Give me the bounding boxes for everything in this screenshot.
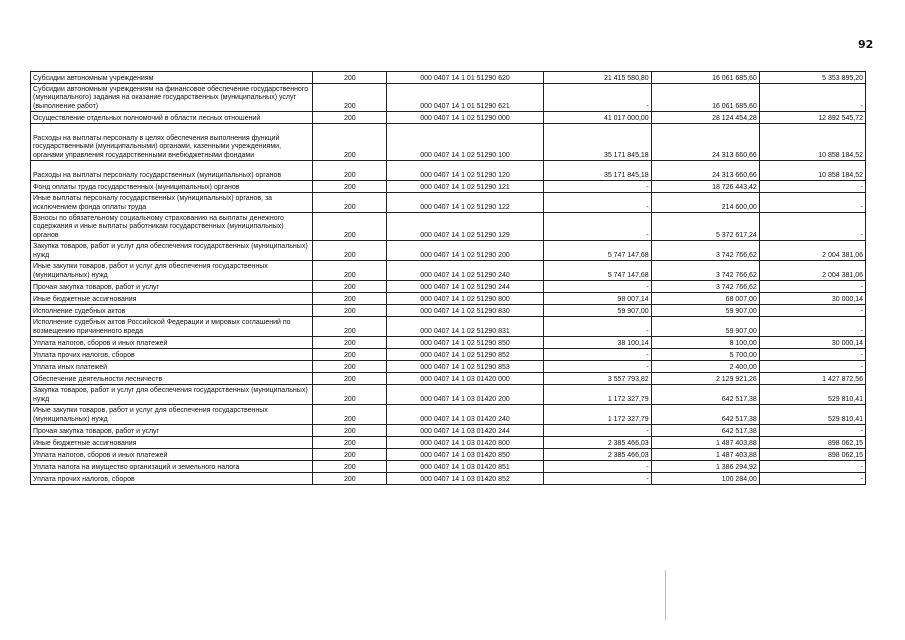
row-unexecuted-cell: 10 858 184,52 [759,124,865,161]
table-row [31,193,866,213]
row-unexecuted-cell: - [759,361,865,373]
row-approved-cell: 59 907,00 [543,305,651,317]
row-executed-cell: 5 700,00 [651,349,759,361]
row-approved-cell: 2 385 466,03 [543,437,651,449]
row-approved-cell: - [543,317,651,337]
row-name-cell: Прочая закупка товаров, работ и услуг [31,281,313,293]
row-executed-cell: 59 907,00 [651,305,759,317]
row-name-cell: Иные бюджетные ассигнования [31,437,313,449]
row-code-cell: 200 [313,461,387,473]
row-kbk-cell: 000 0407 14 1 02 51290 240 [387,261,543,281]
row-kbk-cell: 000 0407 14 1 02 51290 244 [387,281,543,293]
row-name-cell: Фонд оплаты труда государственных (муниципальных) органов [31,181,313,193]
table-row [31,349,866,361]
row-kbk-cell: 000 0407 14 1 02 51290 800 [387,293,543,305]
row-kbk-cell: 000 0407 14 1 03 01420 852 [387,473,543,485]
row-name-cell: Закупка товаров, работ и услуг для обеспечения государственных (муниципальных) нужд [31,385,313,405]
table-row [31,261,866,281]
row-executed-cell: 24 313 660,66 [651,161,759,181]
row-executed-cell: 3 742 766,62 [651,241,759,261]
row-approved-cell: - [543,181,651,193]
row-unexecuted-cell: 529 810,41 [759,385,865,405]
row-unexecuted-cell: - [759,305,865,317]
row-kbk-cell: 000 0407 14 1 02 51290 850 [387,337,543,349]
row-kbk-cell: 000 0407 14 1 02 51290 100 [387,124,543,161]
row-code-cell: 200 [313,385,387,405]
row-code-cell: 200 [313,317,387,337]
row-name-cell: Осуществление отдельных полномочий в области лесных отношений [31,112,313,124]
row-approved-cell: - [543,425,651,437]
row-code-cell: 200 [313,405,387,425]
row-code-cell: 200 [313,425,387,437]
table-row [31,373,866,385]
row-kbk-cell: 000 0407 14 1 02 51290 853 [387,361,543,373]
row-approved-cell: 35 171 845,18 [543,161,651,181]
row-approved-cell: - [543,84,651,112]
row-unexecuted-cell: - [759,193,865,213]
row-executed-cell: 3 742 766,62 [651,261,759,281]
table-row [31,84,866,112]
row-approved-cell: 41 017 000,00 [543,112,651,124]
row-approved-cell: 38 100,14 [543,337,651,349]
row-unexecuted-cell: 898 062,15 [759,437,865,449]
row-approved-cell: - [543,281,651,293]
row-approved-cell: - [543,193,651,213]
row-code-cell: 200 [313,473,387,485]
row-code-cell: 200 [313,293,387,305]
row-approved-cell: 5 747 147,68 [543,241,651,261]
row-name-cell: Закупка товаров, работ и услуг для обеспечения государственных (муниципальных) нужд [31,241,313,261]
row-unexecuted-cell: 2 004 381,06 [759,261,865,281]
table-row [31,385,866,405]
row-unexecuted-cell: - [759,213,865,241]
row-unexecuted-cell: 2 004 381,06 [759,241,865,261]
table-row [31,213,866,241]
row-executed-cell: 3 742 766,62 [651,281,759,293]
row-name-cell: Уплата иных платежей [31,361,313,373]
row-name-cell: Уплата налогов, сборов и иных платежей [31,337,313,349]
row-name-cell: Иные выплаты персоналу государственных (муниципальных) органов, за исключением фонда оплаты труда [31,193,313,213]
row-kbk-cell: 000 0407 14 1 02 51290 122 [387,193,543,213]
row-executed-cell: 18 726 443,42 [651,181,759,193]
row-code-cell: 200 [313,213,387,241]
row-executed-cell: 16 061 685,60 [651,72,759,84]
table-row [31,112,866,124]
row-name-cell: Исполнение судебных актов [31,305,313,317]
row-unexecuted-cell: - [759,425,865,437]
row-kbk-cell: 000 0407 14 1 02 51290 200 [387,241,543,261]
table-row [31,124,866,161]
row-executed-cell: 24 313 660,66 [651,124,759,161]
row-approved-cell: - [543,461,651,473]
row-name-cell: Исполнение судебных актов Российской Федерации и мировых соглашений по возмещению причиненного вреда [31,317,313,337]
row-code-cell: 200 [313,161,387,181]
row-name-cell: Субсидии автономным учреждениям на финансовое обеспечение государственного (муниципального) задания на оказание государственных (муниципальных) услуг (выполнение работ) [31,84,313,112]
row-kbk-cell: 000 0407 14 1 02 51290 000 [387,112,543,124]
row-unexecuted-cell: - [759,473,865,485]
table-row [31,305,866,317]
row-executed-cell: 16 061 685,60 [651,84,759,112]
row-code-cell: 200 [313,281,387,293]
row-code-cell: 200 [313,261,387,281]
row-approved-cell: 3 557 793,82 [543,373,651,385]
row-unexecuted-cell: - [759,317,865,337]
row-name-cell: Иные закупки товаров, работ и услуг для обеспечения государственных (муниципальных) нужд [31,261,313,281]
row-name-cell: Расходы на выплаты персоналу в целях обеспечения выполнения функций государственными (муниципальными) органами, казенными учреждениями, органами управления государственными внебюджетными фондами [31,124,313,161]
table-row [31,241,866,261]
row-name-cell: Иные закупки товаров, работ и услуг для обеспечения государственных (муниципальных) нужд [31,405,313,425]
table-row [31,437,866,449]
table-row [31,361,866,373]
row-kbk-cell: 000 0407 14 1 03 01420 851 [387,461,543,473]
row-executed-cell: 8 100,00 [651,337,759,349]
row-approved-cell: 98 007,14 [543,293,651,305]
row-kbk-cell: 000 0407 14 1 03 01420 000 [387,373,543,385]
table-body [31,72,866,485]
row-kbk-cell: 000 0407 14 1 02 51290 831 [387,317,543,337]
row-approved-cell: - [543,349,651,361]
budget-execution-table [30,71,866,485]
row-approved-cell: 1 172 327,79 [543,405,651,425]
row-executed-cell: 2 129 921,26 [651,373,759,385]
row-executed-cell: 28 124 454,28 [651,112,759,124]
row-executed-cell: 642 517,38 [651,385,759,405]
row-code-cell: 200 [313,181,387,193]
scan-artifact [665,570,666,620]
row-code-cell: 200 [313,361,387,373]
row-unexecuted-cell: 5 353 895,20 [759,72,865,84]
row-unexecuted-cell: 1 427 872,56 [759,373,865,385]
row-approved-cell: 1 172 327,79 [543,385,651,405]
row-code-cell: 200 [313,437,387,449]
row-name-cell: Взносы по обязательному социальному страхованию на выплаты денежного содержания и иные выплаты работникам государственных (муниципальных) органов [31,213,313,241]
row-approved-cell: - [543,473,651,485]
table-row [31,461,866,473]
row-executed-cell: 1 487 403,88 [651,437,759,449]
table-row [31,425,866,437]
row-code-cell: 200 [313,72,387,84]
row-approved-cell: 5 747 147,68 [543,261,651,281]
row-kbk-cell: 000 0407 14 1 02 51290 830 [387,305,543,317]
row-name-cell: Уплата налогов, сборов и иных платежей [31,449,313,461]
row-executed-cell: 100 284,00 [651,473,759,485]
row-approved-cell: 35 171 845,18 [543,124,651,161]
row-executed-cell: 1 487 403,88 [651,449,759,461]
row-kbk-cell: 000 0407 14 1 03 01420 240 [387,405,543,425]
table-row [31,473,866,485]
row-executed-cell: 642 517,38 [651,425,759,437]
row-code-cell: 200 [313,373,387,385]
row-unexecuted-cell: - [759,461,865,473]
row-approved-cell: 2 385 466,03 [543,449,651,461]
table-row [31,181,866,193]
table-row [31,317,866,337]
row-kbk-cell: 000 0407 14 1 02 51290 121 [387,181,543,193]
row-unexecuted-cell: - [759,349,865,361]
table-row [31,337,866,349]
row-code-cell: 200 [313,337,387,349]
row-name-cell: Уплата налога на имущество организаций и земельного налога [31,461,313,473]
row-name-cell: Уплата прочих налогов, сборов [31,473,313,485]
page-number: 92 [858,38,874,51]
row-executed-cell: 68 007,00 [651,293,759,305]
row-name-cell: Субсидии автономным учреждениям [31,72,313,84]
table-row [31,405,866,425]
row-kbk-cell: 000 0407 14 1 03 01420 850 [387,449,543,461]
row-code-cell: 200 [313,124,387,161]
row-kbk-cell: 000 0407 14 1 02 51290 852 [387,349,543,361]
row-executed-cell: 59 907,00 [651,317,759,337]
table-row [31,72,866,84]
row-name-cell: Уплата прочих налогов, сборов [31,349,313,361]
row-kbk-cell: 000 0407 14 1 03 01420 244 [387,425,543,437]
row-unexecuted-cell: 30 000,14 [759,293,865,305]
row-executed-cell: 642 517,38 [651,405,759,425]
row-unexecuted-cell: 10 858 184,52 [759,161,865,181]
row-approved-cell: 21 415 580,80 [543,72,651,84]
row-code-cell: 200 [313,305,387,317]
row-unexecuted-cell: 12 892 545,72 [759,112,865,124]
row-kbk-cell: 000 0407 14 1 03 01420 800 [387,437,543,449]
row-executed-cell: 5 372 617,24 [651,213,759,241]
row-executed-cell: 214 600,00 [651,193,759,213]
row-unexecuted-cell: - [759,84,865,112]
row-code-cell: 200 [313,193,387,213]
row-unexecuted-cell: 529 810,41 [759,405,865,425]
row-approved-cell: - [543,213,651,241]
row-unexecuted-cell: - [759,281,865,293]
row-kbk-cell: 000 0407 14 1 02 51290 129 [387,213,543,241]
row-unexecuted-cell: - [759,181,865,193]
table-row [31,281,866,293]
row-code-cell: 200 [313,241,387,261]
row-executed-cell: 1 386 294,92 [651,461,759,473]
row-code-cell: 200 [313,84,387,112]
table-row [31,161,866,181]
row-kbk-cell: 000 0407 14 1 03 01420 200 [387,385,543,405]
row-executed-cell: 2 400,00 [651,361,759,373]
row-kbk-cell: 000 0407 14 1 02 51290 120 [387,161,543,181]
row-approved-cell: - [543,361,651,373]
row-name-cell: Прочая закупка товаров, работ и услуг [31,425,313,437]
row-unexecuted-cell: 30 000,14 [759,337,865,349]
table-row [31,449,866,461]
row-name-cell: Иные бюджетные ассигнования [31,293,313,305]
row-kbk-cell: 000 0407 14 1 01 51290 620 [387,72,543,84]
table-row [31,293,866,305]
row-code-cell: 200 [313,349,387,361]
row-unexecuted-cell: 898 062,15 [759,449,865,461]
row-name-cell: Расходы на выплаты персоналу государственных (муниципальных) органов [31,161,313,181]
row-name-cell: Обеспечение деятельности лесничеств [31,373,313,385]
row-code-cell: 200 [313,449,387,461]
row-code-cell: 200 [313,112,387,124]
row-kbk-cell: 000 0407 14 1 01 51290 621 [387,84,543,112]
